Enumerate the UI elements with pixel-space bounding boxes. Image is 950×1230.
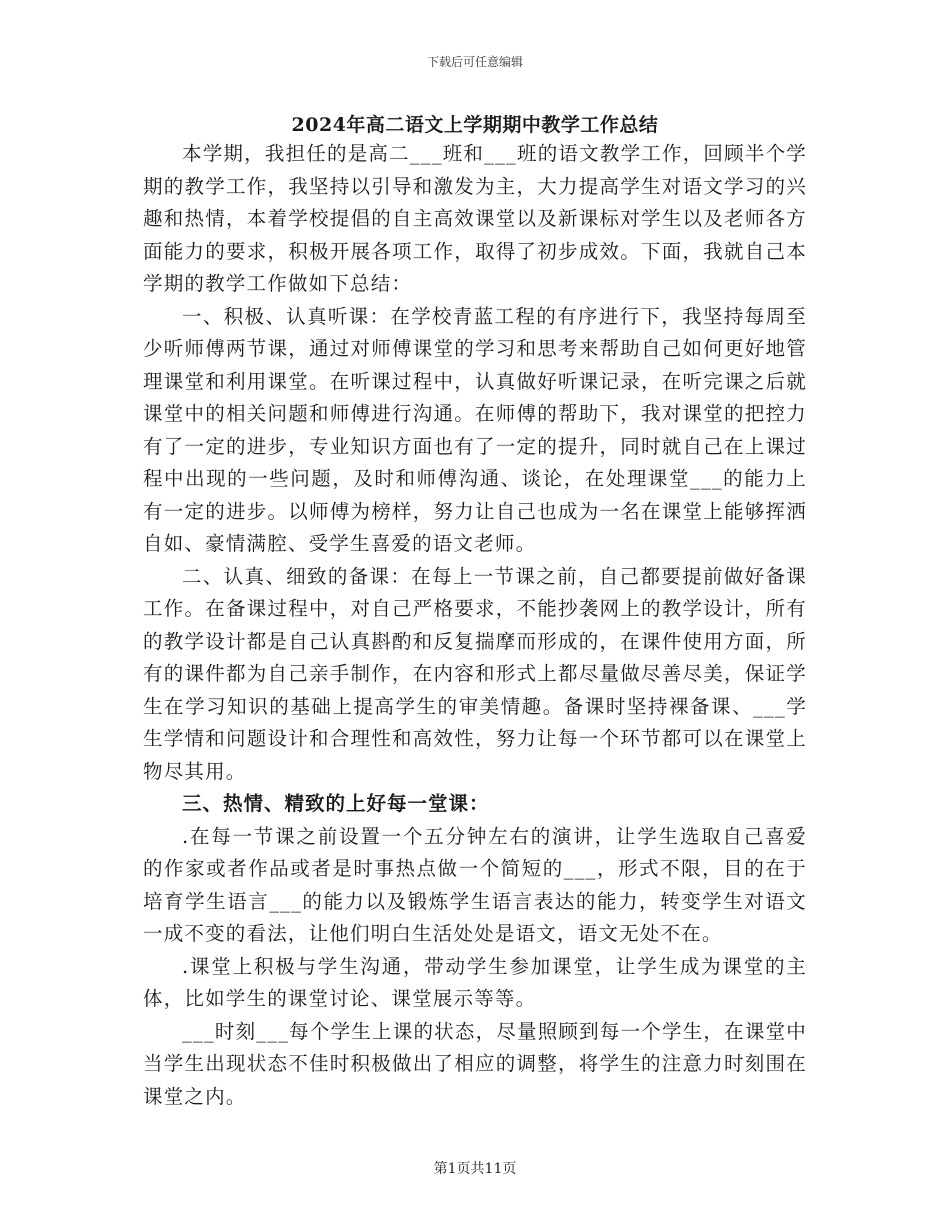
paragraph-intro: 本学期，我担任的是高二___班和___班的语文教学工作，回顾半个学期的教学工作，我坚持以引导和激发为主，大力提高学生对语文学习的兴趣和热情，本着学校提倡的自主高效课堂以及新课标对学生以及老师各方面能力的要求，积极开展各项工作，取得了初步成效。下面，我就自己本学期的教学工作做如下总结：	[143, 142, 807, 295]
paragraph-item-attention: ___时刻___每个学生上课的状态，尽量照顾到每一个学生，在课堂中当学生出现状态不佳时积极做出了相应的调整，将学生的注意力时刻围在课堂之内。	[143, 1019, 807, 1108]
paragraph-section-two: 二、认真、细致的备课：在每上一节课之前，自己都要提前做好备课工作。在备课过程中，对自己严格要求，不能抄袭网上的教学设计，所有的教学设计都是自己认真斟酌和反复揣摩而形成的，在课件使用方面，所有的课件都为自己亲手制作，在内容和形式上都尽量做尽善尽美，保证学生在学习知识的基础上提高学生的审美情趣。备课时坚持裸备课、___学生学情和问题设计和合理性和高效性，努力让每一个环节都可以在课堂上物尽其用。	[143, 564, 807, 783]
paragraph-item-speech: .在每一节课之前设置一个五分钟左右的演讲，让学生选取自己喜爱的作家或者作品或者是时事热点做一个简短的___，形式不限，目的在于培育学生语言___的能力以及锻炼学生语言表达的能力，转变学生对语文一成不变的看法，让他们明白生活处处是语文，语文无处不在。	[143, 824, 807, 945]
document-title: 2024年高二语文上学期期中教学工作总结	[291, 114, 659, 136]
paragraph-section-one: 一、积极、认真听课：在学校青蓝工程的有序进行下，我坚持每周至少听师傅两节课，通过对师傅课堂的学习和思考来帮助自己如何更好地管理课堂和利用课堂。在听课过程中，认真做好听课记录，在听完课之后就课堂中的相关问题和师傅进行沟通。在师傅的帮助下，我对课堂的把控力有了一定的进步，专业知识方面也有了一定的提升，同时就自己在上课过程中出现的一些问题，及时和师傅沟通、谈论，在处理课堂___的能力上有一定的进步。以师傅为榜样，努力让自己也成为一名在课堂上能够挥洒自如、豪情满腔、受学生喜爱的语文老师。	[143, 304, 807, 555]
header-note: 下载后可任意编辑	[426, 55, 523, 69]
section-three-heading: 三、热情、精致的上好每一堂课：	[182, 792, 490, 815]
document-body	[143, 138, 807, 1113]
paragraph-item-communication: .课堂上积极与学生沟通，带动学生参加课堂，让学生成为课堂的主体，比如学生的课堂讨论、课堂展示等等。	[143, 954, 807, 1010]
page-number: 第1页共11页	[433, 1161, 517, 1177]
